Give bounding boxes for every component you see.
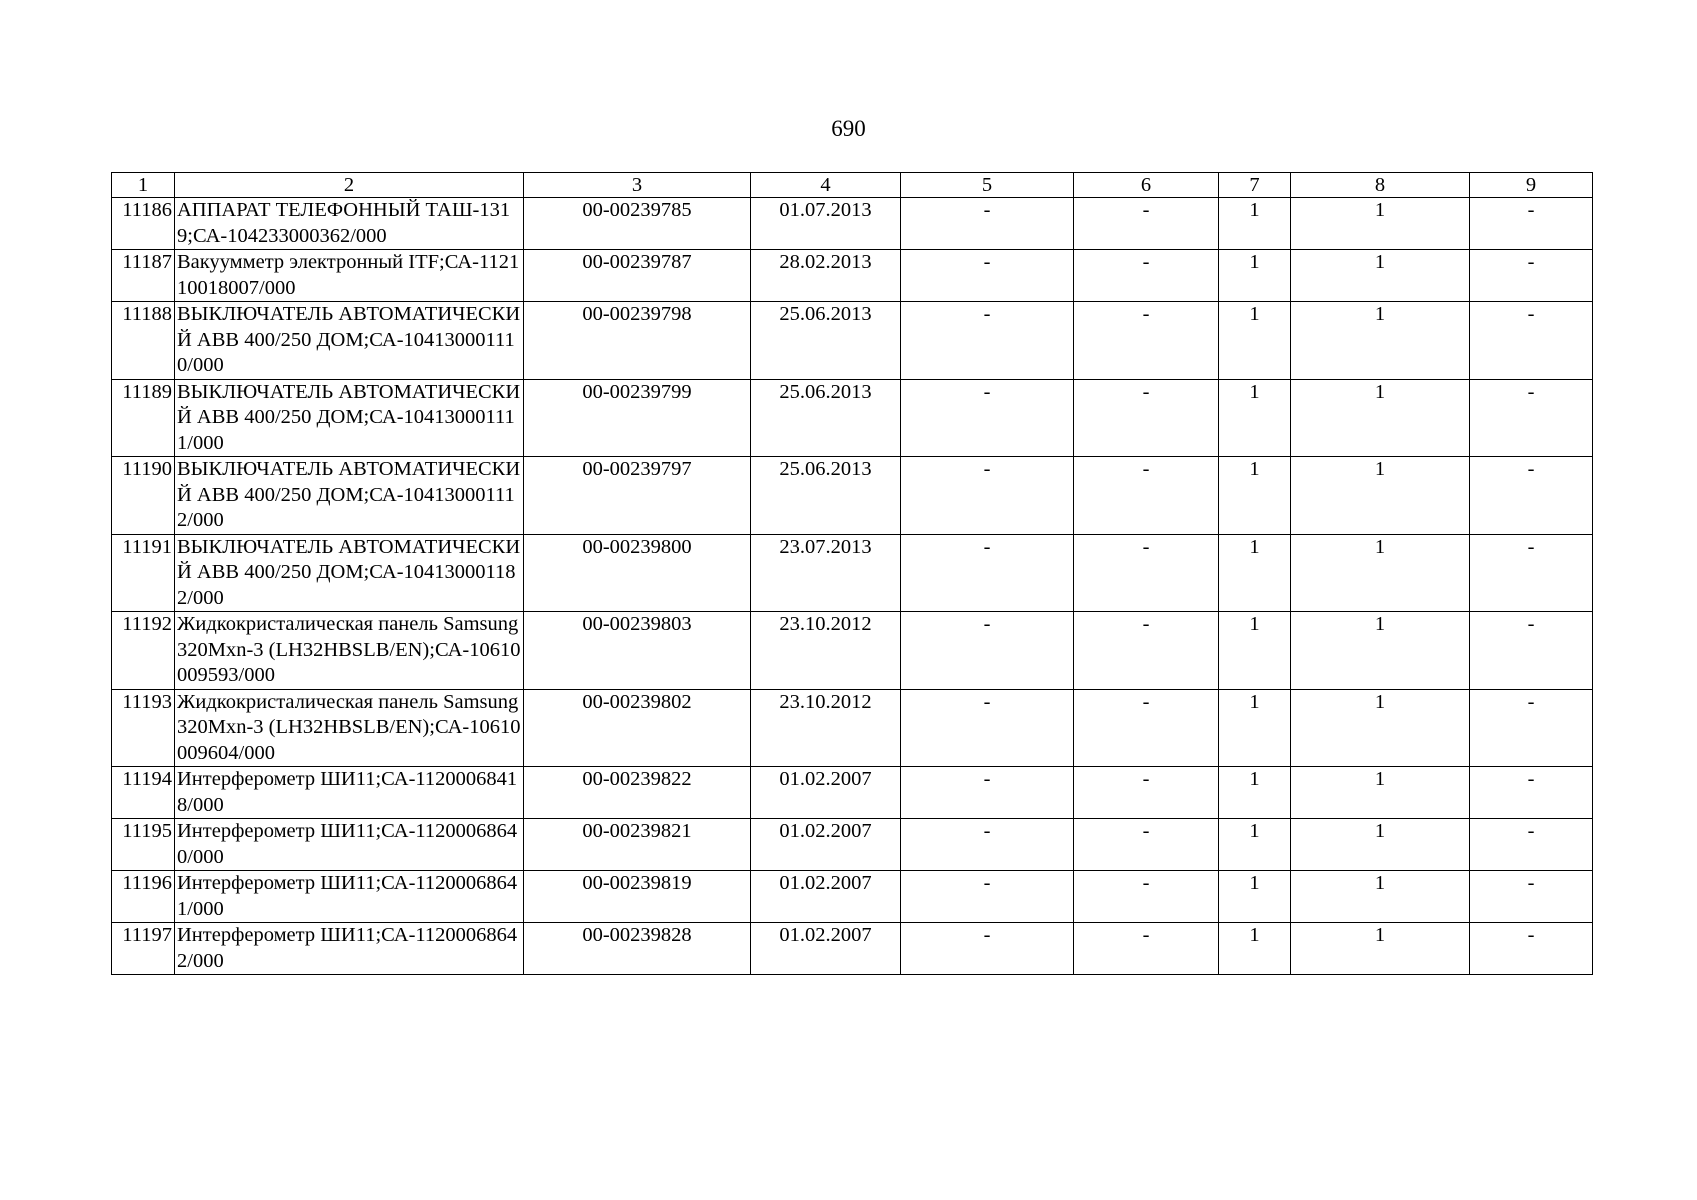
column-8-cell: 1: [1291, 302, 1470, 380]
inventory-number-cell: 00-00239828: [524, 923, 751, 975]
date-cell: 01.02.2007: [751, 923, 901, 975]
column-7-cell: 1: [1219, 871, 1291, 923]
column-header: 9: [1470, 173, 1593, 198]
item-name-cell: Интерферометр ШИ11;СА-11200068418/000: [175, 767, 524, 819]
column-5-cell: -: [901, 689, 1074, 767]
column-7-cell: 1: [1219, 819, 1291, 871]
inventory-number-cell: 00-00239799: [524, 379, 751, 457]
column-9-cell: -: [1470, 250, 1593, 302]
column-7-cell: 1: [1219, 457, 1291, 535]
item-name-cell: ВЫКЛЮЧАТЕЛЬ АВТОМАТИЧЕСКИЙ АВВ 400/250 ДОМ;СА-104130001110/000: [175, 302, 524, 380]
column-8-cell: 1: [1291, 612, 1470, 690]
column-header: 8: [1291, 173, 1470, 198]
column-8-cell: 1: [1291, 767, 1470, 819]
item-name-cell: Интерферометр ШИ11;СА-11200068642/000: [175, 923, 524, 975]
inventory-number-cell: 00-00239785: [524, 198, 751, 250]
date-cell: 01.02.2007: [751, 871, 901, 923]
table-row: [112, 457, 1593, 535]
row-number-cell: 11194: [112, 767, 175, 819]
inventory-number-cell: 00-00239798: [524, 302, 751, 380]
column-8-cell: 1: [1291, 379, 1470, 457]
column-5-cell: -: [901, 198, 1074, 250]
table-row: [112, 250, 1593, 302]
column-9-cell: -: [1470, 871, 1593, 923]
column-8-cell: 1: [1291, 250, 1470, 302]
row-number-cell: 11186: [112, 198, 175, 250]
date-cell: 01.07.2013: [751, 198, 901, 250]
table-row: [112, 302, 1593, 380]
page-number: 690: [831, 116, 866, 141]
row-number-cell: 11190: [112, 457, 175, 535]
column-5-cell: -: [901, 767, 1074, 819]
column-6-cell: -: [1074, 923, 1219, 975]
table-row: [112, 534, 1593, 612]
column-header: 6: [1074, 173, 1219, 198]
column-9-cell: -: [1470, 923, 1593, 975]
column-8-cell: 1: [1291, 689, 1470, 767]
column-header: 1: [112, 173, 175, 198]
column-6-cell: -: [1074, 379, 1219, 457]
row-number-cell: 11189: [112, 379, 175, 457]
table-row: [112, 767, 1593, 819]
column-header: 5: [901, 173, 1074, 198]
column-9-cell: -: [1470, 819, 1593, 871]
row-number-cell: 11193: [112, 689, 175, 767]
date-cell: 01.02.2007: [751, 767, 901, 819]
table-row: [112, 689, 1593, 767]
column-8-cell: 1: [1291, 871, 1470, 923]
inventory-table: [111, 172, 1593, 975]
column-9-cell: -: [1470, 457, 1593, 535]
inventory-number-cell: 00-00239819: [524, 871, 751, 923]
column-7-cell: 1: [1219, 767, 1291, 819]
column-header: 2: [175, 173, 524, 198]
column-header: 3: [524, 173, 751, 198]
column-9-cell: -: [1470, 612, 1593, 690]
date-cell: 25.06.2013: [751, 379, 901, 457]
column-6-cell: -: [1074, 612, 1219, 690]
column-6-cell: -: [1074, 302, 1219, 380]
date-cell: 23.07.2013: [751, 534, 901, 612]
item-name-cell: Жидкокристалическая панель Samsung 320Mxn-3 (LH32HBSLB/EN);СА-10610009604/000: [175, 689, 524, 767]
item-name-cell: Интерферометр ШИ11;СА-11200068640/000: [175, 819, 524, 871]
column-9-cell: -: [1470, 767, 1593, 819]
column-8-cell: 1: [1291, 198, 1470, 250]
item-name-cell: Интерферометр ШИ11;СА-11200068641/000: [175, 871, 524, 923]
column-7-cell: 1: [1219, 923, 1291, 975]
column-6-cell: -: [1074, 767, 1219, 819]
column-5-cell: -: [901, 379, 1074, 457]
column-5-cell: -: [901, 534, 1074, 612]
date-cell: 23.10.2012: [751, 689, 901, 767]
column-5-cell: -: [901, 612, 1074, 690]
column-7-cell: 1: [1219, 198, 1291, 250]
column-7-cell: 1: [1219, 379, 1291, 457]
column-7-cell: 1: [1219, 612, 1291, 690]
column-9-cell: -: [1470, 534, 1593, 612]
table-row: [112, 612, 1593, 690]
column-8-cell: 1: [1291, 819, 1470, 871]
row-number-cell: 11192: [112, 612, 175, 690]
column-6-cell: -: [1074, 250, 1219, 302]
inventory-number-cell: 00-00239802: [524, 689, 751, 767]
row-number-cell: 11196: [112, 871, 175, 923]
column-5-cell: -: [901, 819, 1074, 871]
row-number-cell: 11195: [112, 819, 175, 871]
column-5-cell: -: [901, 923, 1074, 975]
column-5-cell: -: [901, 250, 1074, 302]
date-cell: 23.10.2012: [751, 612, 901, 690]
column-7-cell: 1: [1219, 250, 1291, 302]
column-5-cell: -: [901, 871, 1074, 923]
column-6-cell: -: [1074, 534, 1219, 612]
column-9-cell: -: [1470, 198, 1593, 250]
table-row: [112, 871, 1593, 923]
column-7-cell: 1: [1219, 534, 1291, 612]
item-name-cell: АППАРАТ ТЕЛЕФОННЫЙ ТАШ-1319;СА-104233000362/000: [175, 198, 524, 250]
column-7-cell: 1: [1219, 689, 1291, 767]
inventory-number-cell: 00-00239797: [524, 457, 751, 535]
item-name-cell: ВЫКЛЮЧАТЕЛЬ АВТОМАТИЧЕСКИЙ АВВ 400/250 ДОМ;СА-104130001112/000: [175, 457, 524, 535]
table-row: [112, 379, 1593, 457]
column-6-cell: -: [1074, 457, 1219, 535]
column-8-cell: 1: [1291, 923, 1470, 975]
column-9-cell: -: [1470, 689, 1593, 767]
column-header: 4: [751, 173, 901, 198]
table-header: [112, 173, 1593, 198]
date-cell: 25.06.2013: [751, 457, 901, 535]
column-6-cell: -: [1074, 819, 1219, 871]
row-number-cell: 11197: [112, 923, 175, 975]
column-7-cell: 1: [1219, 302, 1291, 380]
date-cell: 25.06.2013: [751, 302, 901, 380]
header-row: [112, 173, 1593, 198]
row-number-cell: 11188: [112, 302, 175, 380]
column-5-cell: -: [901, 302, 1074, 380]
date-cell: 01.02.2007: [751, 819, 901, 871]
inventory-number-cell: 00-00239803: [524, 612, 751, 690]
table-row: [112, 923, 1593, 975]
date-cell: 28.02.2013: [751, 250, 901, 302]
inventory-number-cell: 00-00239787: [524, 250, 751, 302]
column-8-cell: 1: [1291, 534, 1470, 612]
column-6-cell: -: [1074, 871, 1219, 923]
table-body: [112, 198, 1593, 975]
inventory-number-cell: 00-00239800: [524, 534, 751, 612]
item-name-cell: ВЫКЛЮЧАТЕЛЬ АВТОМАТИЧЕСКИЙ АВВ 400/250 ДОМ;СА-104130001182/000: [175, 534, 524, 612]
column-9-cell: -: [1470, 379, 1593, 457]
column-6-cell: -: [1074, 689, 1219, 767]
item-name-cell: Вакуумметр электронный ITF;СА-112110018007/000: [175, 250, 524, 302]
column-5-cell: -: [901, 457, 1074, 535]
table-row: [112, 198, 1593, 250]
row-number-cell: 11191: [112, 534, 175, 612]
item-name-cell: Жидкокристалическая панель Samsung 320Mxn-3 (LH32HBSLB/EN);СА-10610009593/000: [175, 612, 524, 690]
row-number-cell: 11187: [112, 250, 175, 302]
item-name-cell: ВЫКЛЮЧАТЕЛЬ АВТОМАТИЧЕСКИЙ АВВ 400/250 ДОМ;СА-104130001111/000: [175, 379, 524, 457]
inventory-number-cell: 00-00239822: [524, 767, 751, 819]
inventory-number-cell: 00-00239821: [524, 819, 751, 871]
column-6-cell: -: [1074, 198, 1219, 250]
table-row: [112, 819, 1593, 871]
column-header: 7: [1219, 173, 1291, 198]
column-8-cell: 1: [1291, 457, 1470, 535]
column-9-cell: -: [1470, 302, 1593, 380]
